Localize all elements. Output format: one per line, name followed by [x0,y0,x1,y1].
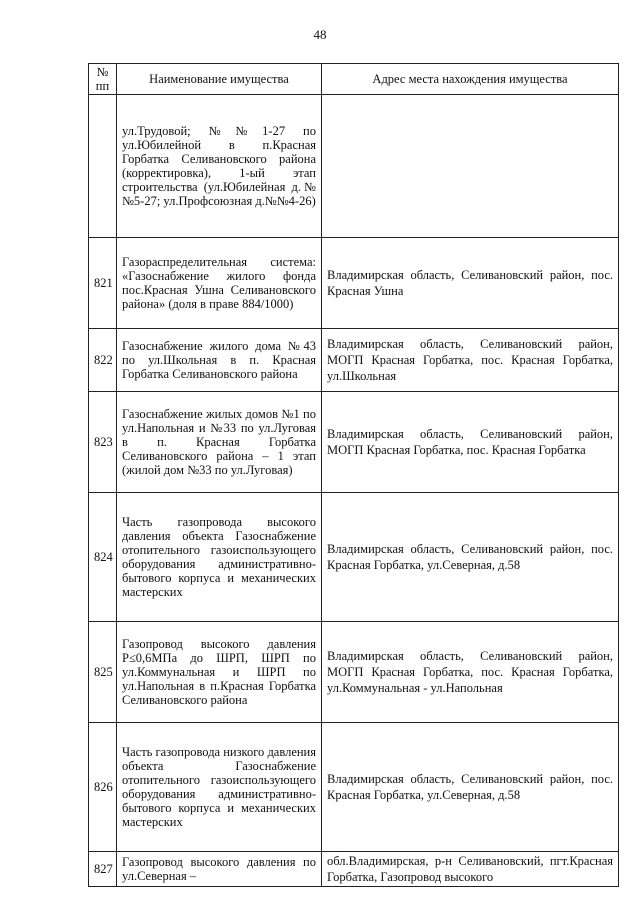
property-table [88,63,619,887]
row-name: Газоснабжение жилых домов №1 по ул.Напольная и №33 по ул.Луговая в п. Красная Горбатка Селивановского района – 1 этап (жилой дом №33 по ул.Луговая) [117,392,322,493]
page-number: 48 [313,27,327,42]
table-row [89,329,619,392]
row-address: Владимирская область, Селивановский район, пос. Красная Горбатка, ул.Северная, д.58 [322,723,619,852]
row-num: 827 [89,852,117,887]
row-num: 824 [89,493,117,622]
header-num: № пп [89,64,117,95]
row-address: обл.Владимирская, р-н Селивановский, пгт.Красная Горбатка, Газопровод высокого [322,852,619,887]
table-row [89,723,619,852]
table-row [89,852,619,887]
row-name: Газоснабжение жилого дома №43 по ул.Школьная в п. Красная Горбатка Селивановского района [117,329,322,392]
row-address: Владимирская область, Селивановский район, МОГП Красная Горбатка, пос. Красная Горбатка [322,392,619,493]
row-num: 825 [89,622,117,723]
table-row [89,238,619,329]
row-address [322,95,619,238]
header-address: Адрес места нахождения имущества [322,64,619,95]
row-name: Часть газопровода высокого давления объекта Газоснабжение отопительного газоиспользующего оборудования административно-бытового корпуса и механических мастерских [117,493,322,622]
table-row [89,392,619,493]
row-num: 823 [89,392,117,493]
row-address: Владимирская область, Селивановский район, МОГП Красная Горбатка, пос. Красная Горбатка, ул.Школьная [322,329,619,392]
row-address: Владимирская область, Селивановский район, пос. Красная Ушна [322,238,619,329]
table-header-row [89,64,619,95]
row-name: Газораспределительная система: «Газоснабжение жилого фонда пос.Красная Ушна Селивановского района» (доля в праве 884/1000) [117,238,322,329]
table-row [89,622,619,723]
header-name: Наименование имущества [117,64,322,95]
row-name: Газопровод высокого давления Р≤0,6МПа до ШРП, ШРП по ул.Коммунальная и ШРП по ул.Напольная в п.Красная Горбатка Селивановского района [117,622,322,723]
row-address: Владимирская область, Селивановский район, МОГП Красная Горбатка, пос. Красная Горбатка, ул.Коммунальная - ул.Напольная [322,622,619,723]
row-num: 822 [89,329,117,392]
row-address: Владимирская область, Селивановский район, пос. Красная Горбатка, ул.Северная, д.58 [322,493,619,622]
row-name: ул.Трудовой; №№1-27 по ул.Юбилейной в п.Красная Горбатка Селивановского района (корректировка), 1-ый этап строительства (ул.Юбилейная д.№№5-27; ул.Профсоюзная д.№№4-26) [117,95,322,238]
table-row [89,493,619,622]
row-name: Газопровод высокого давления по ул.Северная – [117,852,322,887]
row-name: Часть газопровода низкого давления объекта Газоснабжение отопительного газоиспользующего оборудования административно-бытового корпуса и механических мастерских [117,723,322,852]
row-num [89,95,117,238]
row-num: 821 [89,238,117,329]
table-row [89,95,619,238]
row-num: 826 [89,723,117,852]
